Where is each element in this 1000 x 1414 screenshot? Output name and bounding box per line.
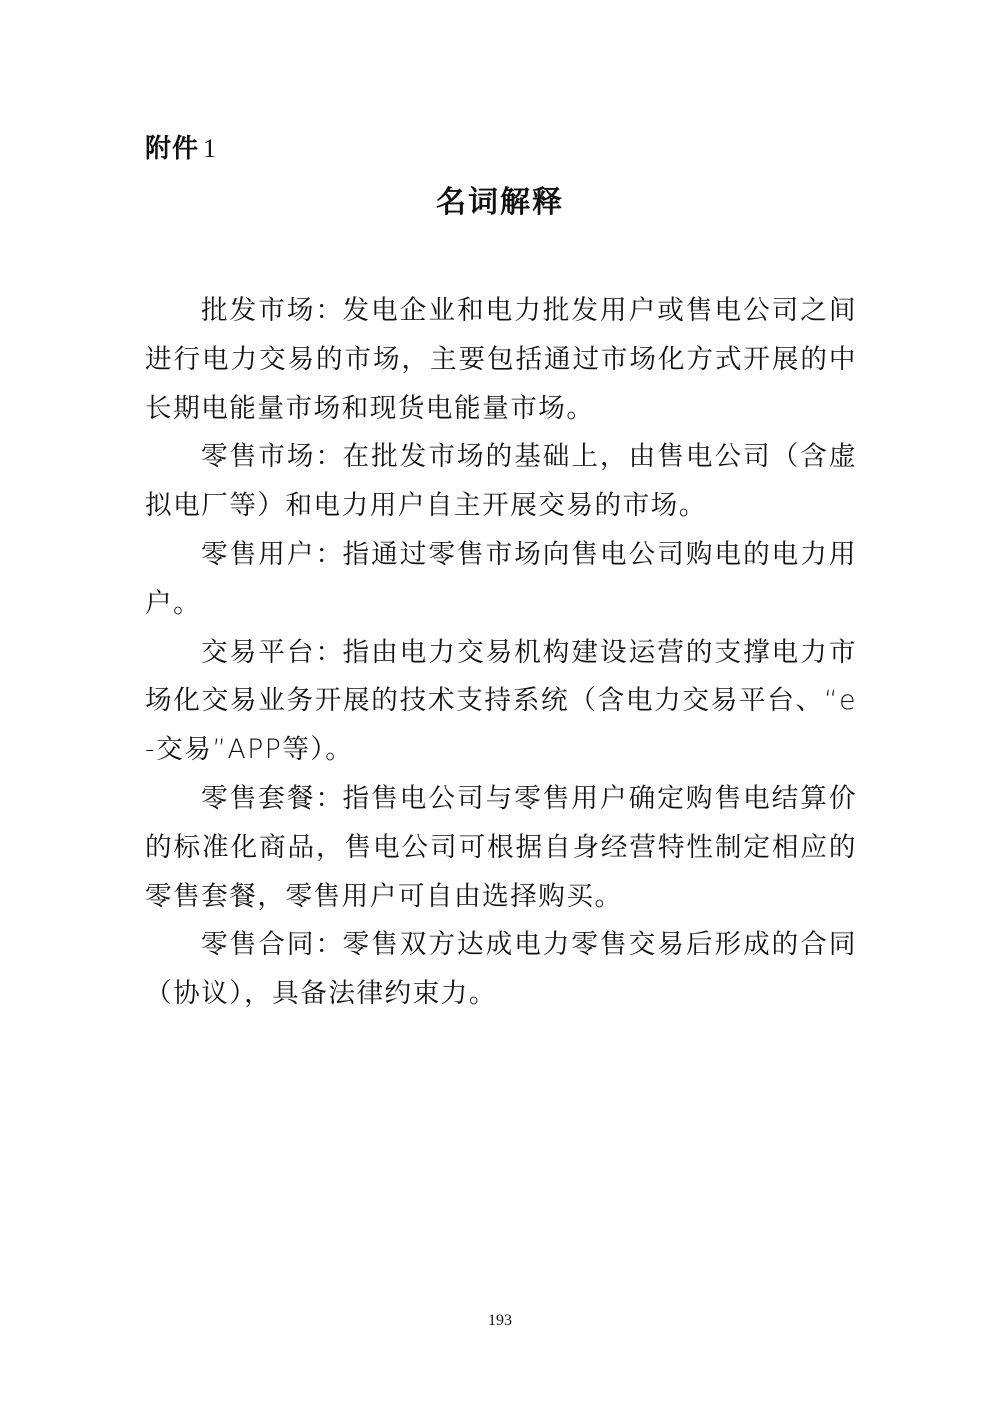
definition-text: 零售双方达成电力零售交易后形成的合同（协议），具备法律约束力。 (145, 929, 857, 1010)
definition-text: 在批发市场的基础上，由售电公司（含虚拟电厂等）和电力用户自主开展交易的市场。 (145, 441, 857, 522)
definition-separator: ： (315, 538, 343, 570)
definition-separator: ： (315, 636, 343, 668)
definition-term: 交易平台 (201, 636, 316, 668)
page-number: 193 (488, 1312, 512, 1329)
attachment-label (145, 131, 217, 167)
definition-retail-user (145, 531, 857, 629)
definition-text: 指通过零售市场向售电公司购电的电力用户。 (145, 538, 857, 619)
page-title: 名词解释 (436, 185, 564, 220)
definition-term: 零售套餐 (201, 782, 316, 814)
definition-separator: ： (315, 929, 343, 961)
definition-text: 指售电公司与零售用户确定购售电结算价的标准化商品，售电公司可根据自身经营特性制定相应的零售套餐，零售用户可自由选择购买。 (145, 782, 857, 912)
definitions-list (145, 287, 857, 1019)
definition-retail-market (145, 433, 857, 531)
definition-term: 零售市场 (201, 441, 316, 473)
definition-trading-platform (145, 629, 857, 775)
definition-separator: ： (315, 782, 343, 814)
definition-separator: ： (315, 441, 343, 473)
attachment-label-text: 附件 (145, 134, 200, 164)
definition-text: 发电企业和电力批发用户或售电公司之间进行电力交易的市场，主要包括通过市场化方式开展的中长期电能量市场和现货电能量市场。 (145, 295, 857, 424)
definition-text: 指由电力交易机构建设运营的支撑电力市场化交易业务开展的技术支持系统（含电力交易平台、“e-交易”APP等）。 (145, 636, 857, 766)
definition-term: 批发市场 (201, 295, 316, 326)
definition-term: 零售用户 (201, 538, 316, 570)
definition-retail-contract (145, 921, 857, 1019)
definition-retail-package (145, 775, 857, 921)
definition-wholesale-market (145, 287, 857, 433)
definition-separator: ： (315, 295, 343, 326)
definition-term: 零售合同 (201, 929, 316, 961)
attachment-number: 1 (203, 134, 218, 163)
